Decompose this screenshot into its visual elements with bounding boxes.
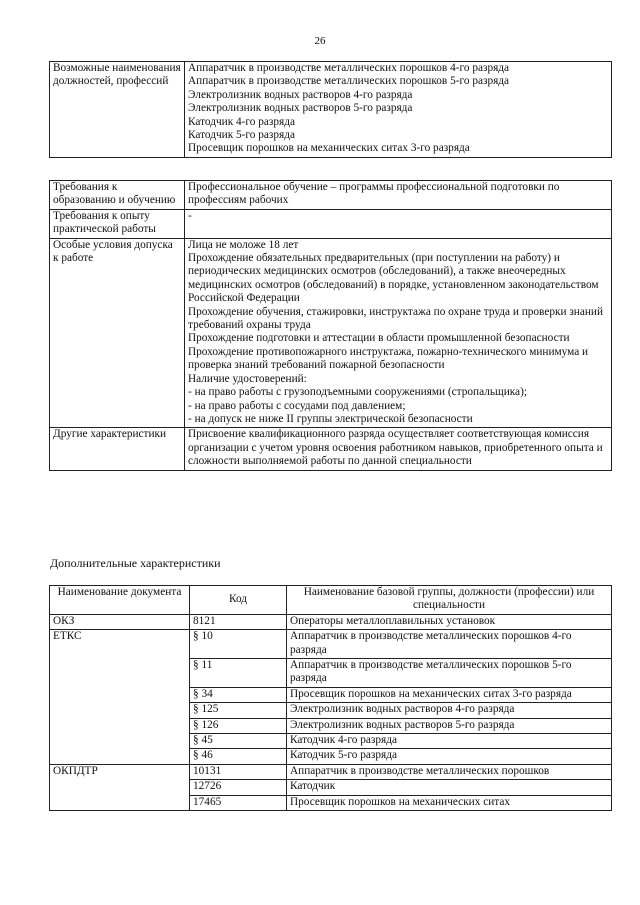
table-row — [50, 238, 612, 428]
section-title: Дополнительные характеристики — [50, 556, 221, 570]
job-title: Катодчик 5-го разряда — [188, 129, 295, 142]
document-cell: ОКПДТР — [50, 764, 190, 810]
table-row — [50, 428, 612, 470]
column-header-name: Наименование базовой группы, должности (профессии) или специальности — [287, 586, 612, 615]
row-value: - на право работы с грузоподъемными сооружениями (стропальщика); — [188, 386, 527, 399]
column-header-document: Наименование документа — [50, 586, 190, 615]
row-value: Прохождение обучения, стажировки, инструктажа по охране труда и проверки знаний требований охраны труда — [188, 305, 604, 332]
row-label: Другие характеристики — [50, 428, 185, 470]
code-cell: § 11 — [190, 659, 287, 688]
name-cell: Электролизник водных растворов 4-го разряда — [287, 703, 612, 718]
name-cell: Операторы металлоплавильных установок — [287, 614, 612, 629]
code-cell: § 125 — [190, 703, 287, 718]
code-cell: § 45 — [190, 734, 287, 749]
row-label: Возможные наименования должностей, профессий — [50, 62, 185, 158]
code-cell: § 126 — [190, 718, 287, 733]
table-row — [50, 62, 612, 158]
row-label: Особые условия допуска к работе — [50, 238, 185, 428]
code-cell: § 46 — [190, 749, 287, 764]
code-cell: 17465 — [190, 795, 287, 810]
name-cell: Катодчик 4-го разряда — [287, 734, 612, 749]
table-row — [50, 764, 612, 779]
row-value-list — [185, 181, 612, 210]
document-cell: ЕТКС — [50, 630, 190, 765]
job-title: Аппаратчик в производстве металлических порошков 4-го разряда — [188, 62, 510, 74]
name-cell: Аппаратчик в производстве металлических порошков — [287, 764, 612, 779]
row-value-list — [185, 62, 612, 158]
row-value: - — [188, 209, 192, 222]
job-title: Электролизник водных растворов 5-го разряда — [188, 102, 413, 115]
name-cell: Просевщик порошков на механических ситах — [287, 795, 612, 810]
row-value-list — [185, 238, 612, 428]
code-cell: § 10 — [190, 630, 287, 659]
requirements-table — [49, 180, 612, 471]
job-title: Просевщик порошков на механических ситах 3-го разряда — [188, 142, 470, 155]
code-cell: 10131 — [190, 764, 287, 779]
job-titles-table — [49, 61, 612, 158]
row-label: Требования к образованию и обучению — [50, 181, 185, 210]
row-value: - на допуск не ниже II группы электрической безопасности — [188, 412, 473, 425]
name-cell: Аппаратчик в производстве металлических порошков 5-го разряда — [287, 659, 612, 688]
row-value: Присвоение квалификационного разряда осуществляет соответствующая комиссия организации с учетом уровня освоения работником навыков, приобретенного опыта и сложности выполняемой работы по данной специальности — [188, 428, 603, 468]
table-row — [50, 630, 612, 659]
table-row — [50, 181, 612, 210]
code-cell: 12726 — [190, 780, 287, 795]
row-value: Профессиональное обучение – программы профессиональной подготовки по профессиям рабочих — [188, 181, 560, 207]
job-title: Электролизник водных растворов 4-го разряда — [188, 88, 413, 101]
row-value: Прохождение обязательных предварительных (при поступлении на работу) и периодических медицинских осмотров (обследований), а также внеочередных медицинских осмотров (обследований) в порядке, установленном законодательством Российской Федерации — [188, 252, 599, 305]
table-header-row — [50, 586, 612, 615]
row-value: - на право работы с сосудами под давлением; — [188, 399, 406, 412]
row-label: Требования к опыту практической работы — [50, 209, 185, 238]
row-value: Прохождение подготовки и аттестации в области промышленной безопасности — [188, 332, 570, 345]
name-cell: Катодчик 5-го разряда — [287, 749, 612, 764]
row-value: Лица не моложе 18 лет — [188, 238, 299, 251]
page-number: 26 — [314, 35, 326, 47]
table-row — [50, 614, 612, 629]
document-cell: ОКЗ — [50, 614, 190, 629]
row-value: Наличие удостоверений: — [188, 372, 307, 385]
row-value: Прохождение противопожарного инструктажа, пожарно-технического минимума и проверка знаний требований пожарной безопасности — [188, 345, 589, 372]
code-cell: 8121 — [190, 614, 287, 629]
name-cell: Электролизник водных растворов 5-го разряда — [287, 718, 612, 733]
job-title: Катодчик 4-го разряда — [188, 115, 295, 128]
job-title: Аппаратчик в производстве металлических порошков 5-го разряда — [188, 75, 510, 88]
additional-characteristics-table — [49, 585, 612, 811]
name-cell: Аппаратчик в производстве металлических порошков 4-го разряда — [287, 630, 612, 659]
column-header-code: Код — [190, 586, 287, 615]
name-cell: Катодчик — [287, 780, 612, 795]
row-value-list — [185, 428, 612, 470]
name-cell: Просевщик порошков на механических ситах 3-го разряда — [287, 687, 612, 702]
table-row — [50, 209, 612, 238]
code-cell: § 34 — [190, 687, 287, 702]
row-value-list — [185, 209, 612, 238]
